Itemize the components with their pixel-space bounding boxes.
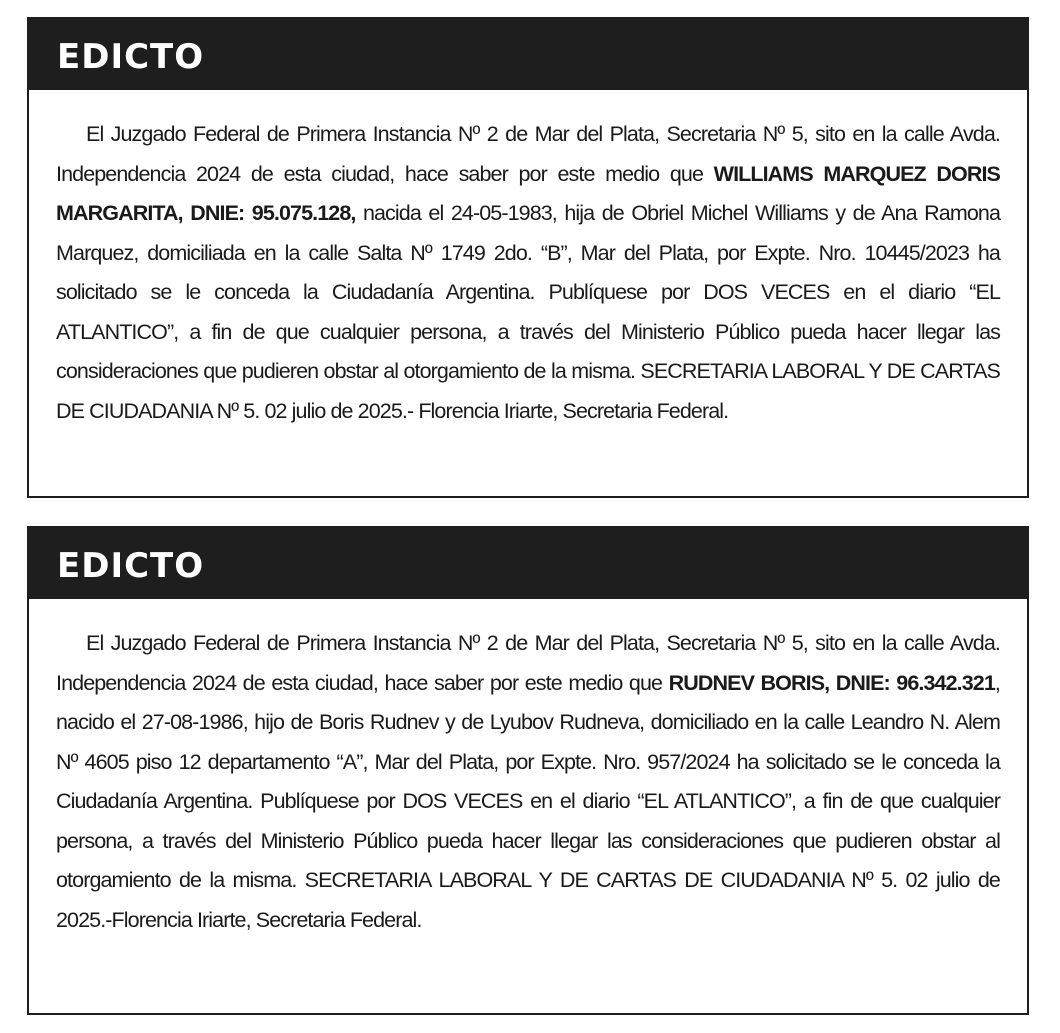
edicto-notice-1 — [27, 17, 1029, 498]
edicto-applicant-name: WILLIAMS MARQUEZ DORIS MARGARITA, DNIE: 95.075.128, — [56, 161, 1000, 225]
edicto-text-before: El Juzgado Federal de Primera Instancia Nº 2 de Mar del Plata, Secretaria Nº 5, sito en la calle Avda. Independencia 2024 de esta ciudad, hace saber por este medio que — [56, 631, 1000, 695]
edicto-header — [29, 528, 1027, 599]
edicto-paragraph — [56, 115, 1000, 431]
edicto-text-after: nacida el 24-05-1983, hija de Obriel Michel Williams y de Ana Ramona Marquez, domiciliada en la calle Salta Nº 1749 2do. “B”, Mar del Plata, por Expte. Nro. 10445/2023 ha solicitado se le conceda la Ciudadanía Argentina. Publíquese por DOS VECES en el diario “EL ATLANTICO”, a fin de que cualquier persona, a través del Ministerio Público pueda hacer llegar las consideraciones que pudieren obstar al otorgamiento de la misma. SECRETARIA LABORAL Y DE CARTAS DE CIUDADANIA Nº 5. 02 julio de 2025.- Florencia Iriarte, Secretaria Federal. — [56, 201, 1000, 423]
edicto-notice-2 — [27, 526, 1029, 1015]
edicto-body — [29, 90, 1027, 431]
edicto-body — [29, 599, 1027, 940]
edicto-applicant-name: RUDNEV BORIS, DNIE: 96.342.321 — [668, 670, 995, 695]
edicto-title: EDICTO — [57, 545, 205, 586]
edicto-text-before: El Juzgado Federal de Primera Instancia Nº 2 de Mar del Plata, Secretaria Nº 5, sito en la calle Avda. Independencia 2024 de esta ciudad, hace saber por este medio que — [56, 122, 1000, 186]
edicto-paragraph — [56, 624, 1000, 940]
edicto-text-after: , nacido el 27-08-1986, hijo de Boris Rudnev y de Lyubov Rudneva, domiciliado en la calle Leandro N. Alem Nº 4605 piso 12 departamento “A”, Mar del Plata, por Expte. Nro. 957/2024 ha solicitado se le conceda la Ciudadanía Argentina. Publíquese por DOS VECES en el diario “EL ATLANTICO”, a fin de que cualquier persona, a través del Ministerio Público pueda hacer llegar las consideraciones que pudieren obstar al otorgamiento de la misma. SECRETARIA LABORAL Y DE CARTAS DE CIUDADANIA Nº 5. 02 julio de 2025.-Florencia Iriarte, Secretaria Federal. — [56, 670, 1000, 932]
edicto-header — [29, 19, 1027, 90]
edicto-title: EDICTO — [57, 36, 205, 77]
